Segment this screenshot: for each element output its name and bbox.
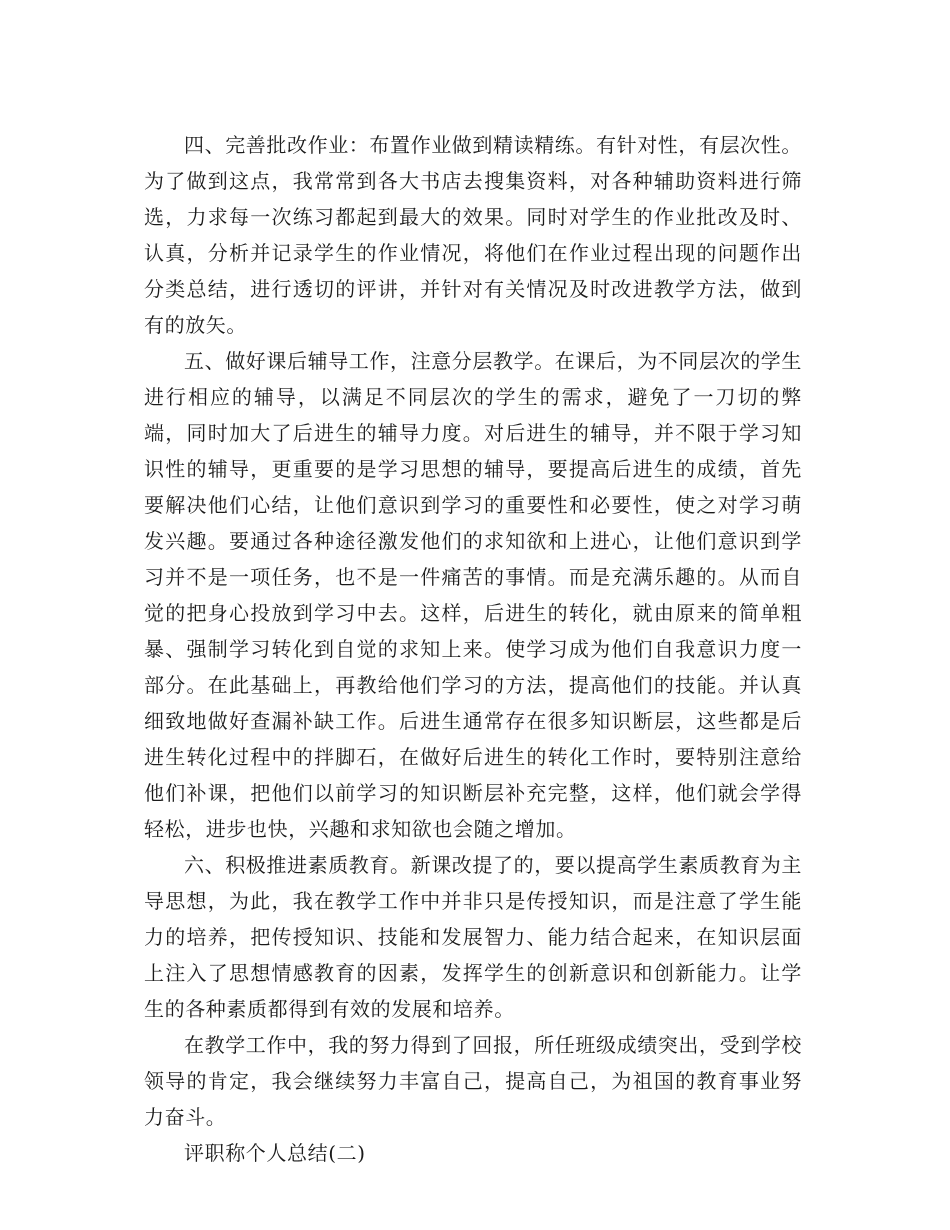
paragraph-quality-education: 六、积极推进素质教育。新课改提了的，要以提高学生素质教育为主导思想，为此，我在教学工作中并非只是传授知识，而是注意了学生能力的培养，把传授知识、技能和发展智力、能力结合起来，在知识层面上注入了思想情感教育的因素，发挥学生的创新意识和创新能力。让学生的各种素质都得到有效的发展和培养。 — [144, 853, 802, 1021]
paragraph-tutoring: 五、做好课后辅导工作，注意分层教学。在课后，为不同层次的学生进行相应的辅导，以满足不同层次的学生的需求，避免了一刀切的弊端，同时加大了后进生的辅导力度。对后进生的辅导，并不限于学习知识性的辅导，更重要的是学习思想的辅导，要提高后进生的成绩，首先要解决他们心结，让他们意识到学习的重要性和必要性，使之对学习萌发兴趣。要通过各种途径激发他们的求知欲和上进心，让他们意识到学习并不是一项任务，也不是一件痛苦的事情。而是充满乐趣的。从而自觉的把身心投放到学习中去。这样，后进生的转化，就由原来的简单粗暴、强制学习转化到自觉的求知上来。使学习成为他们自我意识力度一部分。在此基础上，再教给他们学习的方法，提高他们的技能。并认真细致地做好查漏补缺工作。后进生通常存在很多知识断层，这些都是后进生转化过程中的拌脚石，在做好后进生的转化工作时，要特别注意给他们补课，把他们以前学习的知识断层补充完整，这样，他们就会学得轻松，进步也快，兴趣和求知欲也会随之增加。 — [144, 349, 802, 841]
paragraph-homework: 四、完善批改作业：布置作业做到精读精练。有针对性，有层次性。为了做到这点，我常常到各大书店去搜集资料，对各种辅助资料进行筛选，力求每一次练习都起到最大的效果。同时对学生的作业批改及时、认真，分析并记录学生的作业情况，将他们在作业过程出现的问题作出分类总结，进行透切的评讲，并针对有关情况及时改进教学方法，做到有的放矢。 — [144, 133, 802, 337]
paragraph-conclusion: 在教学工作中，我的努力得到了回报，所任班级成绩突出，受到学校领导的肯定，我会继续努力丰富自己，提高自己，为祖国的教育事业努力奋斗。 — [144, 1033, 802, 1129]
document-body — [144, 127, 802, 1171]
section-heading: 评职称个人总结(二) — [184, 1141, 366, 1165]
